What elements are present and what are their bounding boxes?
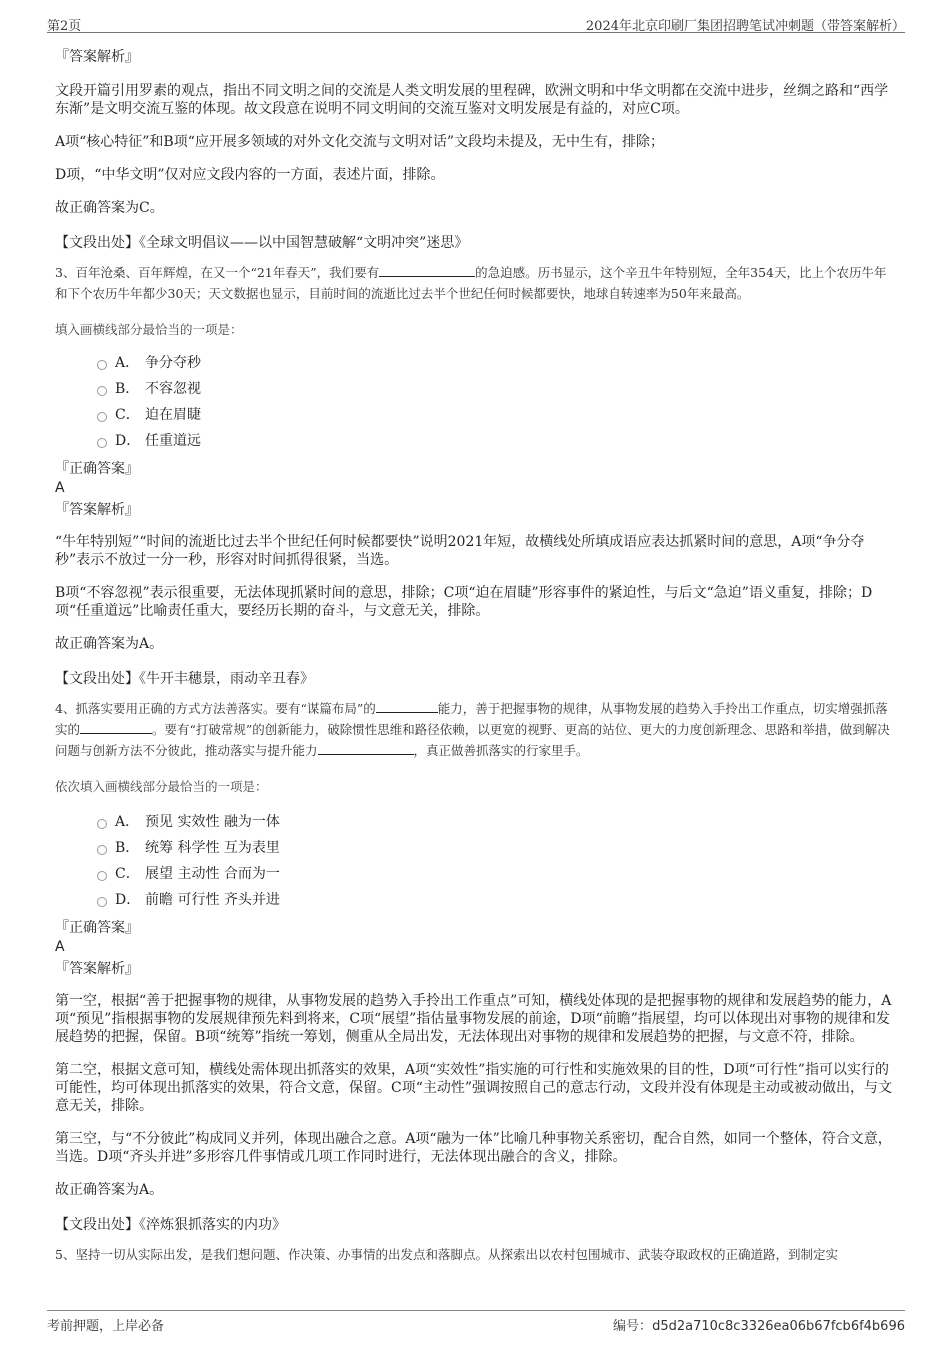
option-d[interactable]: D． 前瞻 可行性 齐头并进 (55, 887, 895, 913)
radio-icon[interactable] (97, 897, 107, 907)
correct-answer-title: 『正确答案』 (55, 920, 139, 936)
question-4-prompt: 依次填入画横线部分最恰当的一项是： (55, 779, 268, 794)
correct-answer: A (55, 480, 65, 496)
option-c[interactable]: C． 迫在眉睫 (55, 402, 895, 428)
answer-conclusion: 故正确答案为C。 (55, 200, 164, 216)
radio-icon[interactable] (97, 845, 107, 855)
answer-conclusion: 故正确答案为A。 (55, 1182, 164, 1198)
question-3-text: 3、百年沧桑、百年辉煌，在又一个“21年春天”，我们要有 的急迫感。历书显示，这个辛丑牛年特别短，全年354天，比上个农历牛年和下个农历牛年都少30天；天文数据也显示，目前时间的流逝比过去半个世纪任何时候都要快，地球自转速率为50年来最高。 (55, 265, 887, 301)
radio-icon[interactable] (97, 386, 107, 396)
explanation-title: 『答案解析』 (55, 961, 139, 977)
option-a[interactable]: A． 争分夺秒 (55, 350, 895, 376)
source-citation: 【文段出处】《牛开丰穗景，雨动辛丑春》 (55, 671, 314, 687)
explanation-title: 『答案解析』 (55, 49, 139, 65)
explanation-paragraph: “牛年特别短”“时间的流逝比过去半个世纪任何时候都要快”说明2021年短，故横线处所填成语应表达抓紧时间的意思，A项“争分夺秒”表示不放过一分一秒，形容对时间抓得很紧，当选。 (55, 534, 865, 568)
answer-conclusion: 故正确答案为A。 (55, 636, 164, 652)
fill-blank (80, 721, 152, 734)
radio-icon[interactable] (97, 819, 107, 829)
fill-blank (318, 742, 414, 755)
explanation-paragraph: 第一空，根据“善于把握事物的规律，从事物发展的趋势入手拎出工作重点”可知，横线处体现的是把握事物的规律和发展趋势的能力，A项“预见”指根据事物的发展规律预先料到将来，C项“展望”指估量事物发展的前途，D项“前瞻”指展望，均可以体现出对事物的规律和发展趋势的把握，保留。B项“统筹”指统一筹划，侧重从全局出发，无法体现出对事物的规律和发展趋势的把握，与文意不符，排除。 (55, 993, 892, 1045)
question-4-text: 4、抓落实要用正确的方式方法善落实。要有“谋篇布局”的 能力，善于把握事物的规律，从事物发展的趋势入手拎出工作重点，切实增强抓落实的 。要有“打破常规”的创新能力，破除惯性思维和路径依赖，以更宽的视野、更高的站位、更大的力度创新理念、思路和举措，做到解决问题与创新方法不分彼此，推动落实与提升能力 ，真正做善抓落实的行家里手。 (55, 701, 890, 758)
question-4-options (55, 809, 895, 913)
document-code: 编号：d5d2a710c8c3326ea06b67fcb6f4b696 (613, 1319, 905, 1334)
page-content (55, 40, 895, 1265)
explanation-paragraph: B项“不容忽视”表示很重要，无法体现抓紧时间的意思，排除；C项“迫在眉睫”形容事件的紧迫性，与后文“急迫”语义重复，排除；D项“任重道远”比喻责任重大，要经历长期的奋斗，与文意无关，排除。 (55, 585, 873, 619)
radio-icon[interactable] (97, 438, 107, 448)
fill-blank (376, 700, 438, 713)
correct-answer-title: 『正确答案』 (55, 461, 139, 477)
correct-answer: A (55, 939, 65, 955)
source-citation: 【文段出处】《淬炼狠抓落实的内功》 (55, 1217, 286, 1233)
radio-icon[interactable] (97, 871, 107, 881)
explanation-title: 『答案解析』 (55, 502, 139, 518)
question-3-options (55, 350, 895, 454)
page-number: 第2页 (47, 19, 82, 34)
footer-slogan: 考前押题，上岸必备 (47, 1319, 165, 1334)
radio-icon[interactable] (97, 412, 107, 422)
explanation-paragraph: D项，“中华文明”仅对应文段内容的一方面，表述片面，排除。 (55, 167, 445, 183)
document-title: 2024年北京印刷厂集团招聘笔试冲刺题（带答案解析） (585, 19, 905, 34)
option-a[interactable]: A． 预见 实效性 融为一体 (55, 809, 895, 835)
option-b[interactable]: B． 不容忽视 (55, 376, 895, 402)
question-5-text: 5、坚持一切从实际出发，是我们想问题、作决策、办事情的出发点和落脚点。从探索出以农村包围城市、武装夺取政权的正确道路，到制定实 (55, 1247, 838, 1262)
source-citation: 【文段出处】《全球文明倡议——以中国智慧破解“文明冲突”迷思》 (55, 235, 469, 251)
page-footer (47, 1310, 905, 1333)
option-b[interactable]: B． 统筹 科学性 互为表里 (55, 835, 895, 861)
option-c[interactable]: C． 展望 主动性 合而为一 (55, 861, 895, 887)
explanation-paragraph: A项“核心特征”和B项“应开展多领域的对外文化交流与文明对话”文段均未提及，无中生有，排除； (55, 134, 665, 150)
option-d[interactable]: D． 任重道远 (55, 428, 895, 454)
explanation-paragraph: 第二空，根据文意可知，横线处需体现出抓落实的效果，A项“实效性”指实施的可行性和实施效果的目的性，D项“可行性”指可以实行的可能性，均可体现出抓落实的效果，符合文意，保留。C项“主动性”强调按照自己的意志行动，文段并没有体现是主动或被动做出，与文意无关，排除。 (55, 1062, 893, 1114)
page-header (47, 12, 905, 33)
explanation-paragraph: 第三空，与“不分彼此”构成同义并列，体现出融合之意。A项“融为一体”比喻几种事物关系密切，配合自然，如同一个整体，符合文意，当选。D项“齐头并进”多形容几件事情或几项工作同时进行，无法体现出融合的含义，排除。 (55, 1131, 892, 1165)
radio-icon[interactable] (97, 360, 107, 370)
explanation-paragraph: 文段开篇引用罗素的观点，指出不同文明之间的交流是人类文明发展的里程碑，欧洲文明和中华文明都在交流中进步，丝绸之路和“西学东渐”是文明交流互鉴的体现。故文段意在说明不同文明间的交流互鉴对文明发展是有益的，对应C项。 (55, 83, 889, 117)
question-3-prompt: 填入画横线部分最恰当的一项是： (55, 322, 243, 337)
fill-blank (379, 264, 475, 277)
